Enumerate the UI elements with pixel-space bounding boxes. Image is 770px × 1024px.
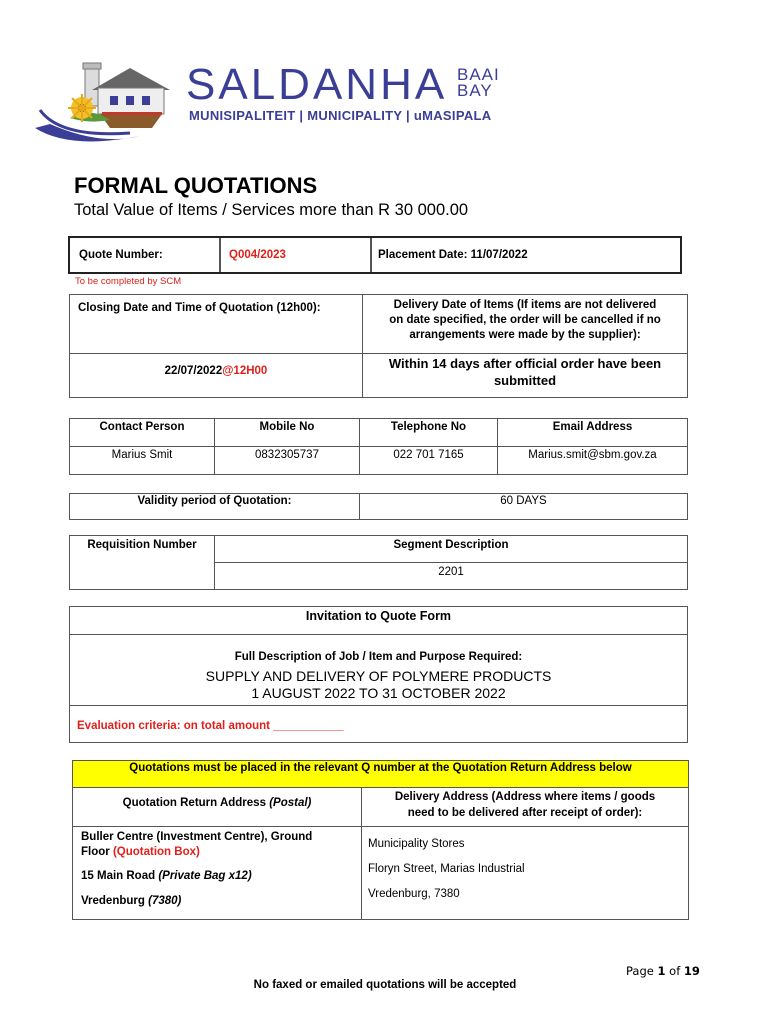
contact-value-cell — [359, 446, 498, 475]
postal-address-line-3 — [81, 870, 252, 882]
postal-line-4a: Vredenburg — [81, 895, 149, 907]
delivery-address-cell — [361, 826, 689, 920]
contact-header-cell — [359, 418, 498, 447]
mobile-header: Mobile No — [259, 421, 315, 433]
delivery-address-label-cell — [361, 787, 689, 827]
page-total: 19 — [683, 964, 700, 978]
validity-value: 60 DAYS — [500, 495, 547, 507]
description-cell — [69, 634, 688, 706]
delivery-date-label — [363, 298, 687, 343]
evaluation-cell — [69, 705, 688, 743]
delivery-date-value-line-1: Within 14 days after official order have been — [388, 356, 662, 371]
delivery-date-value-line-2: submitted — [493, 373, 557, 388]
delivery-date-label-line-1: Delivery Date of Items (If items are not delivered — [393, 299, 657, 311]
delivery-date-value-cell — [362, 353, 688, 398]
validity-label-cell — [69, 493, 360, 520]
postal-label — [73, 797, 361, 809]
postal-line-2b: (Quotation Box) — [112, 846, 200, 858]
closing-value — [70, 365, 362, 377]
validity-value-cell — [359, 493, 688, 520]
postal-line-3a: 15 Main Road — [81, 870, 159, 882]
page-of: of — [665, 964, 684, 978]
page-current: 1 — [657, 964, 666, 978]
postal-address-line-4 — [81, 895, 181, 907]
page-number — [626, 964, 700, 978]
description-text — [70, 668, 687, 702]
contact-person-header: Contact Person — [99, 421, 185, 433]
delivery-date-label-line-3: arrangements were made by the supplier): — [409, 329, 641, 341]
description-label: Full Description of Job / Item and Purpose Required: — [234, 651, 523, 663]
invitation-title: Invitation to Quote Form — [305, 609, 452, 623]
logo-baai-bay — [457, 67, 500, 99]
quote-number-label: Quote Number: — [79, 249, 163, 261]
contact-value-cell — [214, 446, 360, 475]
delivery-address-label — [362, 789, 688, 821]
logo-baai-text: BAAI — [457, 65, 500, 84]
quote-number-box — [68, 236, 682, 274]
email-value: Marius.smit@sbm.gov.za — [528, 449, 657, 461]
footer-note: No faxed or emailed quotations will be accepted — [253, 979, 517, 991]
closing-value-cell — [69, 353, 363, 398]
postal-line-3b: (Private Bag x12) — [158, 870, 252, 882]
segment-value: 2201 — [438, 566, 464, 578]
postal-line-4b: (7380) — [148, 895, 182, 907]
postal-label-cell — [72, 787, 362, 827]
closing-time: @12H00 — [222, 365, 268, 377]
postal-line-2a: Floor — [81, 846, 113, 858]
postal-address-line-1 — [81, 830, 312, 860]
telephone-value: 022 701 7165 — [393, 449, 464, 461]
delivery-date-value — [363, 355, 687, 389]
telephone-header: Telephone No — [390, 421, 467, 433]
contact-value-cell — [497, 446, 688, 475]
return-banner — [72, 760, 689, 788]
postal-address-cell — [72, 826, 362, 920]
mobile-value: 0832305737 — [255, 449, 319, 461]
page-prefix: Page — [626, 964, 658, 978]
delivery-address-label-line-1: Delivery Address (Address where items / goods — [394, 791, 656, 803]
invitation-title-cell — [69, 606, 688, 635]
delivery-line-3: Vredenburg, 7380 — [368, 888, 460, 900]
requisition-label: Requisition Number — [87, 539, 197, 551]
closing-date: 22/07/2022 — [164, 365, 223, 377]
delivery-date-label-cell — [362, 294, 688, 354]
logo-subtitle: MUNISIPALITEIT | MUNICIPALITY | uMASIPALA — [189, 108, 492, 123]
quote-number-value: Q004/2023 — [229, 249, 286, 261]
validity-label: Validity period of Quotation: — [137, 495, 292, 507]
scm-note: To be completed by SCM — [75, 276, 182, 287]
description-line-2: 1 AUGUST 2022 TO 31 OCTOBER 2022 — [251, 685, 506, 701]
delivery-date-label-line-2: on date specified, the order will be cancelled if no — [389, 314, 661, 326]
contact-header-cell — [497, 418, 688, 447]
contact-header-cell — [69, 418, 215, 447]
requisition-cell — [69, 535, 215, 590]
postal-label-text: Quotation Return Address — [122, 797, 266, 809]
placement-date: Placement Date: 11/07/2022 — [378, 249, 528, 261]
segment-value-cell — [214, 562, 688, 590]
page-title: FORMAL QUOTATIONS — [74, 173, 318, 198]
delivery-line-2: Floryn Street, Marias Industrial — [368, 863, 525, 875]
page-subtitle: Total Value of Items / Services more than R 30 000.00 — [74, 201, 469, 219]
closing-label: Closing Date and Time of Quotation (12h00): — [78, 302, 321, 314]
email-header: Email Address — [552, 421, 633, 433]
logo-bay-text: BAY — [457, 81, 493, 100]
municipality-logo — [30, 58, 180, 148]
segment-label: Segment Description — [393, 539, 509, 551]
logo-wordmark: SALDANHA — [186, 60, 448, 109]
contact-value-cell — [69, 446, 215, 475]
segment-label-cell — [214, 535, 688, 563]
evaluation-criteria: Evaluation criteria: on total amount ___________ — [77, 720, 344, 732]
return-banner-text: Quotations must be placed in the relevant Q number at the Quotation Return Address below — [129, 762, 632, 774]
postal-label-italic: (Postal) — [269, 797, 312, 809]
closing-label-cell — [69, 294, 363, 354]
delivery-address-label-line-2: need to be delivered after receipt of order): — [407, 807, 643, 819]
description-line-1: SUPPLY AND DELIVERY OF POLYMERE PRODUCTS — [205, 668, 552, 684]
postal-line-1: Buller Centre (Investment Centre), Ground — [81, 831, 313, 843]
contact-person-value: Marius Smit — [111, 449, 173, 461]
delivery-line-1: Municipality Stores — [368, 838, 465, 850]
contact-header-cell — [214, 418, 360, 447]
